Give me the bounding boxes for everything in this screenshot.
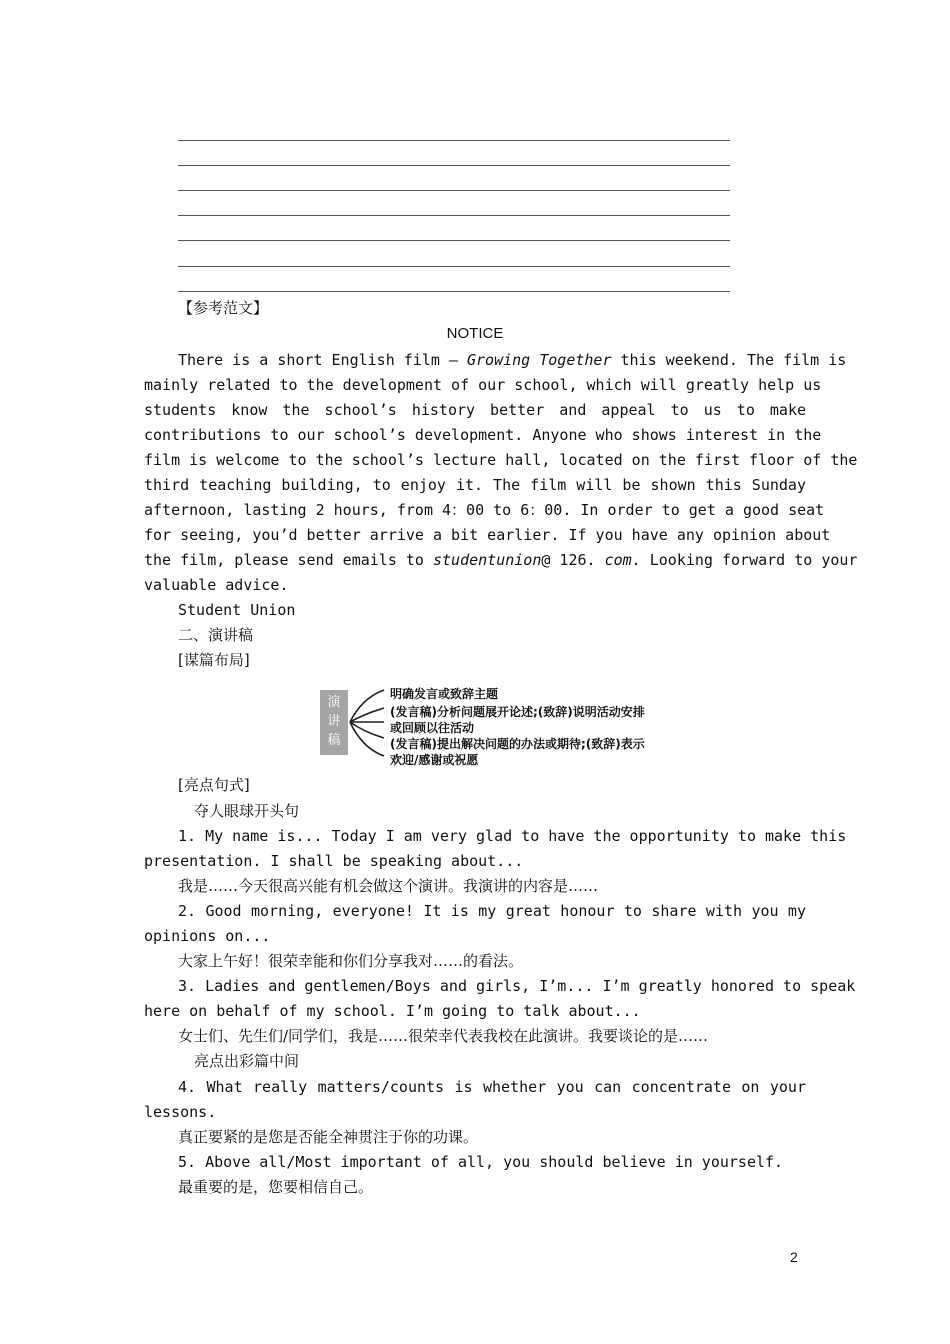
notice-line-4: contributions to our school’s development. Anyone who shows interest in the	[144, 426, 822, 444]
notice-line-1	[178, 351, 847, 369]
notice-line-2: mainly related to the development of our school, which will greatly help us	[144, 376, 822, 394]
notice-line-5: film is welcome to the school’s lecture hall, located on the first floor of the	[144, 451, 858, 469]
sentence-3-line-1: 3. Ladies and gentlemen/Boys and girls, I’m... I’m greatly honored to speak	[178, 977, 856, 995]
sentence-5-line-1: 5. Above all/Most important of all, you should believe in yourself.	[178, 1153, 784, 1171]
email-at: @ 126.	[541, 551, 605, 569]
answer-line	[178, 215, 730, 216]
diagram-item: (发言稿)分析问题展开论述;(致辞)说明活动安排	[390, 705, 645, 719]
notice-title: NOTICE	[446, 325, 504, 342]
email-user: studentunion	[432, 551, 542, 569]
film-title: Growing Together	[466, 351, 612, 369]
sentence-4-line-1: 4. What really matters/counts is whether you can concentrate on your	[178, 1078, 806, 1096]
notice-text: the film, please send emails to	[144, 551, 433, 569]
sentence-1-translation: 我是……今天很高兴能有机会做这个演讲。我演讲的内容是……	[178, 877, 599, 895]
notice-line-6: third teaching building, to enjoy it. The film will be shown this Sunday	[144, 476, 806, 494]
notice-line-3: students know the school’s history better and appeal to us to make	[144, 401, 806, 419]
subheading-middle: 亮点出彩篇中间	[194, 1052, 300, 1070]
speech-structure-diagram	[320, 686, 680, 770]
notice-line-7: afternoon, lasting 2 hours, from 4：00 to 6：00. In order to get a good seat	[144, 501, 825, 519]
signature: Student Union	[178, 601, 296, 619]
answer-line	[178, 240, 730, 241]
notice-line-9	[144, 551, 858, 569]
layout-label: [谋篇布局]	[178, 651, 250, 669]
sentence-4-line-2: lessons.	[144, 1103, 217, 1121]
email-domain: com	[604, 551, 632, 569]
reference-heading: 【参考范文】	[178, 299, 269, 317]
sentence-2-line-1: 2. Good morning, everyone! It is my great honour to share with you my	[178, 902, 806, 920]
sentence-5-translation: 最重要的是，您要相信自己。	[178, 1178, 374, 1196]
sentence-4-translation: 真正要紧的是您是否能全神贯注于你的功课。	[178, 1128, 479, 1146]
sentence-2-translation: 大家上午好！很荣幸能和你们分享我对……的看法。	[178, 952, 524, 970]
diagram-item: 或回顾以往活动	[390, 721, 475, 735]
diagram-box	[320, 690, 348, 755]
sentence-3-line-2: here on behalf of my school. I’m going to talk about...	[144, 1002, 641, 1020]
sentence-2-line-2: opinions on...	[144, 927, 271, 945]
diagram-box-char: 稿	[327, 733, 341, 748]
diagram-item: 欢迎/感谢或祝愿	[390, 753, 479, 767]
notice-line-10: valuable advice.	[144, 576, 289, 594]
notice-text: this weekend. The film is	[611, 351, 847, 369]
highlight-label: [亮点句式]	[178, 776, 250, 794]
section-title: 二、演讲稿	[178, 626, 254, 644]
diagram-item: (发言稿)提出解决问题的办法或期待;(致辞)表示	[390, 737, 645, 751]
sentence-1-line-2: presentation. I shall be speaking about...	[144, 852, 524, 870]
sentence-1-line-1: 1. My name is... Today I am very glad to have the opportunity to make this	[178, 827, 847, 845]
diagram-box-char: 讲	[327, 714, 341, 729]
notice-line-8: for seeing, you’d better arrive a bit earlier. If you have any opinion about	[144, 526, 831, 544]
notice-text: . Looking forward to your	[631, 551, 858, 569]
answer-line	[178, 291, 730, 292]
diagram-item: 明确发言或致辞主题	[390, 687, 499, 701]
notice-text: There is a short English film —	[178, 351, 467, 369]
page-number: 2	[790, 1249, 798, 1265]
answer-line	[178, 266, 730, 267]
subheading-opening: 夺人眼球开头句	[194, 802, 300, 820]
diagram-box-char: 演	[327, 695, 341, 710]
answer-line	[178, 140, 730, 141]
answer-line	[178, 165, 730, 166]
answer-line	[178, 190, 730, 191]
sentence-3-translation: 女士们、先生们/同学们，我是……很荣幸代表我校在此演讲。我要谈论的是……	[178, 1027, 709, 1045]
